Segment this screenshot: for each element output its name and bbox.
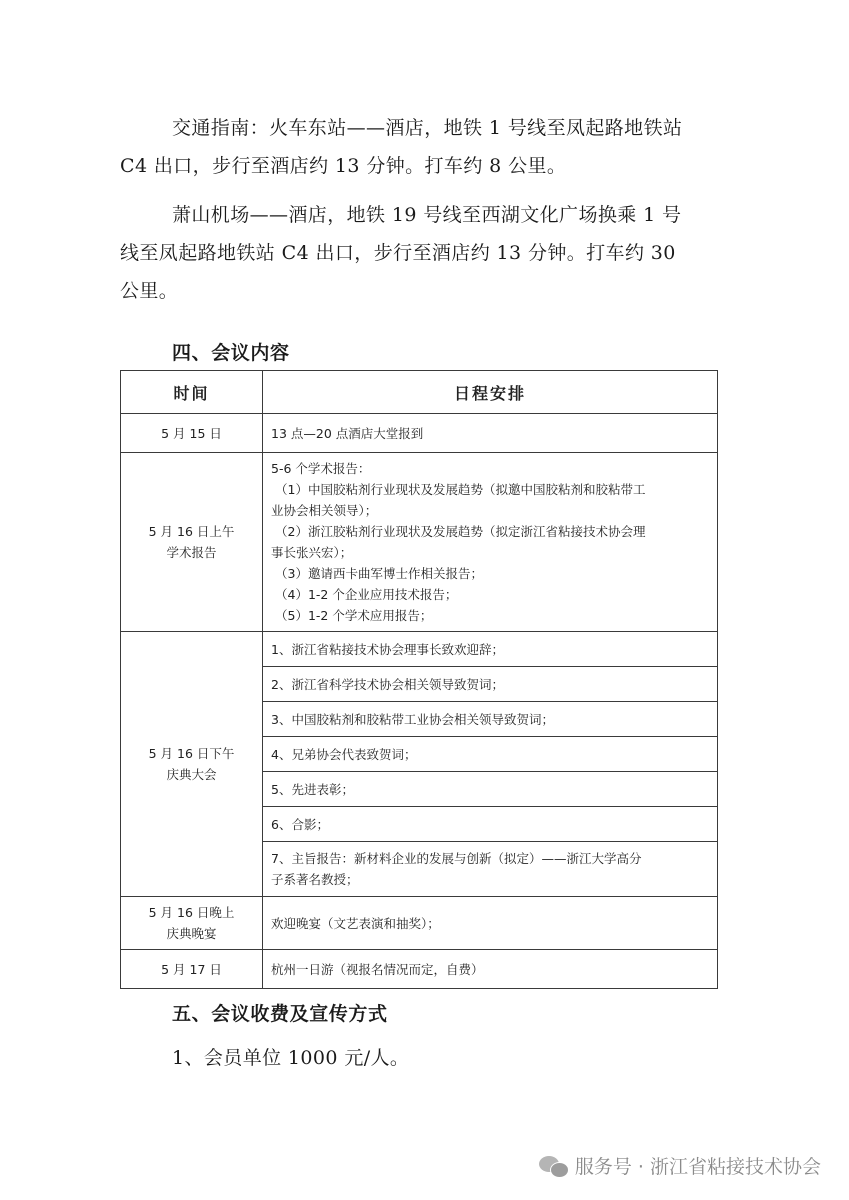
row-content: 6、合影； xyxy=(263,807,718,842)
row-content: 2、浙江省科学技术协会相关领导致贺词； xyxy=(263,667,718,702)
row-time xyxy=(121,632,263,897)
schedule-table xyxy=(120,370,718,989)
row-time xyxy=(121,897,263,950)
table-row xyxy=(121,453,718,632)
section-5-heading: 五、会议收费及宣传方式 xyxy=(172,1003,388,1025)
header-agenda: 日程安排 xyxy=(263,371,718,414)
table-row xyxy=(121,950,718,989)
table-row xyxy=(121,414,718,453)
header-time: 时间 xyxy=(121,371,263,414)
content-line: 7、主旨报告：新材料企业的发展与创新（拟定）——浙江大学高分 xyxy=(271,851,642,866)
wechat-icon xyxy=(539,1154,569,1178)
fee-item-1: 1、会员单位 1000 元/人。 xyxy=(172,1047,410,1069)
traffic-guide-line: 萧山机场——酒店，地铁 19 号线至西湖文化广场换乘 1 号 xyxy=(172,204,682,226)
row-content: 1、浙江省粘接技术协会理事长致欢迎辞； xyxy=(263,632,718,667)
content-line: 事长张兴宏）； xyxy=(271,545,353,560)
content-line: （4）1-2 个企业应用技术报告； xyxy=(275,587,458,602)
traffic-guide-line: 交通指南：火车东站——酒店，地铁 1 号线至凤起路地铁站 xyxy=(172,117,683,139)
account-watermark xyxy=(539,1152,821,1179)
table-row xyxy=(121,897,718,950)
content-line: （1）中国胶粘剂行业现状及发展趋势（拟邀中国胶粘剂和胶粘带工 xyxy=(275,482,646,497)
row-content xyxy=(263,453,718,632)
content-line: 5-6 个学术报告： xyxy=(271,461,371,476)
traffic-guide-paragraph-2 xyxy=(120,196,720,310)
row-time-line: 5 月 16 日晚上 xyxy=(148,905,235,920)
row-content xyxy=(263,842,718,897)
traffic-guide-paragraph-1 xyxy=(120,109,720,185)
content-line: （2）浙江胶粘剂行业现状及发展趋势（拟定浙江省粘接技术协会理 xyxy=(275,524,646,539)
row-content: 3、中国胶粘剂和胶粘带工业协会相关领导致贺词； xyxy=(263,702,718,737)
row-time-line: 庆典大会 xyxy=(166,767,217,782)
row-content: 13 点—20 点酒店大堂报到 xyxy=(263,414,718,453)
fee-paragraph xyxy=(120,1039,720,1077)
row-time: 5 月 15 日 xyxy=(121,414,263,453)
row-time-line: 学术报告 xyxy=(166,545,217,560)
traffic-guide-line: 线至凤起路地铁站 C4 出口，步行至酒店约 13 分钟。打车约 30 xyxy=(120,242,676,264)
row-time-line: 庆典晚宴 xyxy=(166,926,217,941)
section-4-heading: 四、会议内容 xyxy=(172,342,290,364)
row-time-line: 5 月 16 日下午 xyxy=(148,746,235,761)
row-content: 杭州一日游（视报名情况而定，自费） xyxy=(263,950,718,989)
traffic-guide-line: 公里。 xyxy=(120,280,179,302)
watermark-text: 服务号 · 浙江省粘接技术协会 xyxy=(574,1156,821,1178)
row-content: 5、先进表彰； xyxy=(263,772,718,807)
row-content: 欢迎晚宴（文艺表演和抽奖）； xyxy=(263,897,718,950)
row-content: 4、兄弟协会代表致贺词； xyxy=(263,737,718,772)
row-time-line: 5 月 16 日上午 xyxy=(148,524,235,539)
content-line: 子系著名教授； xyxy=(271,872,359,887)
content-line: （5）1-2 个学术应用报告； xyxy=(275,608,433,623)
row-time: 5 月 17 日 xyxy=(121,950,263,989)
content-line: 业协会相关领导）； xyxy=(271,503,378,518)
row-time xyxy=(121,453,263,632)
content-line: （3）邀请西卡曲军博士作相关报告； xyxy=(275,566,483,581)
table-header-row xyxy=(121,371,718,414)
table-row xyxy=(121,632,718,667)
traffic-guide-line: C4 出口，步行至酒店约 13 分钟。打车约 8 公里。 xyxy=(120,155,567,177)
